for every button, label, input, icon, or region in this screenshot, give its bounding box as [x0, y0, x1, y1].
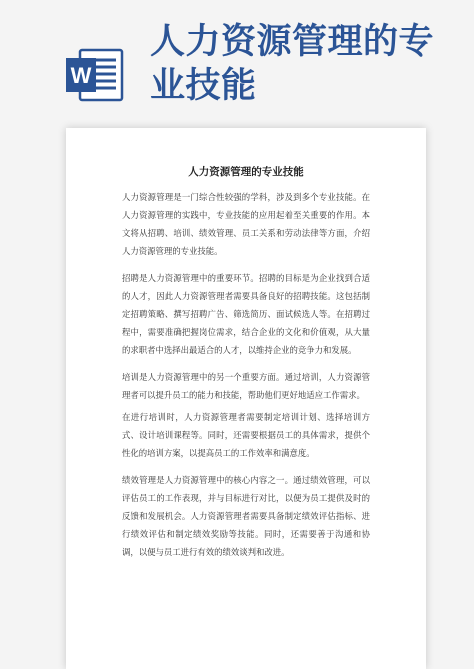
paragraph-recruitment: 招聘是人力资源管理中的重要环节。招聘的目标是为企业找到合适的人才，因此人力资源管理者需要具备良好的招聘技能。这包括制定招聘策略、撰写招聘广告、筛选简历、面试候选人等。在招聘过程中，需要准确把握岗位需求，结合企业的文化和价值观，从大量的求职者中选择出最适合的人才，以维持企业的竞争力和发展。: [122, 273, 370, 355]
document-page: [66, 128, 426, 669]
paragraph-intro: 人力资源管理是一门综合性较强的学科，涉及到多个专业技能。在人力资源管理的实践中，专业技能的应用起着至关重要的作用。本文将从招聘、培训、绩效管理、员工关系和劳动法律等方面，介绍人力资源管理的专业技能。: [122, 192, 370, 256]
paragraph-training: 培训是人力资源管理中的另一个重要方面。通过培训，人力资源管理者可以提升员工的能力和技能，帮助他们更好地适应工作需求。: [122, 372, 370, 400]
header-banner: [0, 0, 474, 128]
word-document-icon: [66, 46, 126, 104]
svg-text:W: W: [70, 63, 92, 88]
document-title-banner: 人力资源管理的专业技能: [150, 22, 435, 106]
document-body: [122, 188, 370, 570]
paragraph-performance: 绩效管理是人力资源管理中的核心内容之一。通过绩效管理，可以评估员工的工作表现，并与目标进行对比，以便为员工提供及时的反馈和发展机会。人力资源管理者需要具备制定绩效评估指标、进行绩效评估和制定绩效奖励等技能。同时，还需要善于沟通和协调，以便与员工进行有效的绩效谈判和改进。: [122, 475, 370, 557]
page-title: 人力资源管理的专业技能: [188, 166, 304, 178]
paragraph-training-plan: 在进行培训时，人力资源管理者需要制定培训计划、选择培训方式、设计培训课程等。同时，还需要根据员工的具体需求，提供个性化的培训方案，以提高员工的工作效率和满意度。: [122, 412, 370, 458]
